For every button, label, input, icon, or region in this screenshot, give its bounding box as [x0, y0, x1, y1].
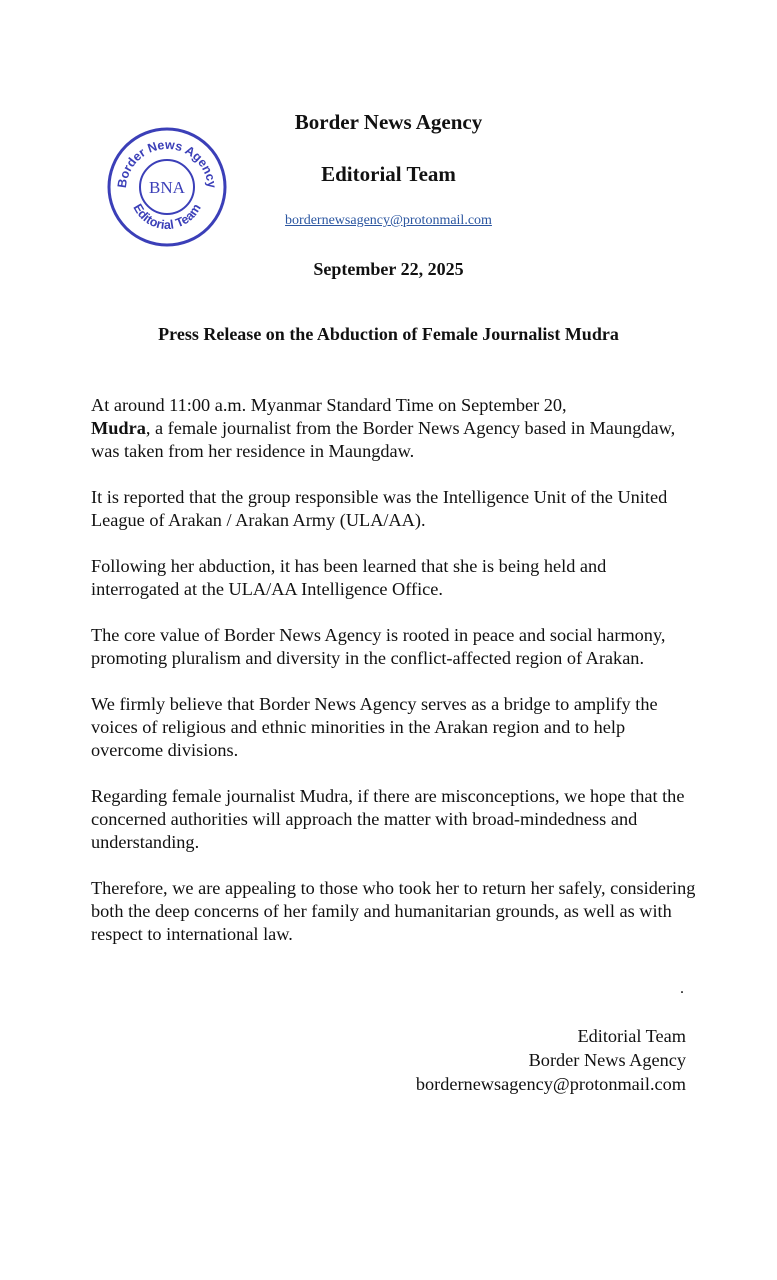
release-date: September 22, 2025 [313, 259, 464, 279]
signature-agency: Border News Agency [528, 1050, 686, 1070]
body-paragraph-3: Following her abduction, it has been learned that she is being held and interrogated at the ULA/AA Intelligence Office. [91, 556, 607, 599]
agency-name: Border News Agency [294, 110, 483, 134]
trailing-dot: . [680, 980, 684, 997]
team-name: Editorial Team [321, 162, 456, 186]
bna-stamp-logo [106, 126, 228, 248]
journalist-name: Mudra [91, 418, 146, 438]
body-paragraph-6: Regarding female journalist Mudra, if there are misconceptions, we hope that the concerned authorities will approach the matter with broad-mindedness and understanding. [91, 786, 685, 852]
body-paragraph-1 [91, 394, 696, 463]
stamp-bottom-text: Editorial Team [130, 201, 204, 233]
press-release-body [91, 394, 696, 969]
stamp-center-text: BNA [149, 178, 185, 197]
contact-email-link[interactable]: bordernewsagency@protonmail.com [285, 213, 492, 228]
signature-team: Editorial Team [577, 1026, 686, 1046]
p1-rest: , a female journalist from the Border News Agency based in Maungdaw, was taken from her residence in Maungdaw. [91, 418, 676, 461]
body-paragraph-5: We firmly believe that Border News Agency serves as a bridge to amplify the voices of religious and ethnic minorities in the Arakan region and to help overcome divisions. [91, 694, 658, 760]
body-paragraph-4: The core value of Border News Agency is rooted in peace and social harmony, promoting pluralism and diversity in the conflict-affected region of Arakan. [91, 625, 666, 668]
body-paragraph-7: Therefore, we are appealing to those who took her to return her safely, considering both the deep concerns of her family and humanitarian grounds, as well as with respect to international law. [91, 878, 696, 944]
press-release-title: Press Release on the Abduction of Female Journalist Mudra [158, 324, 619, 344]
body-paragraph-2: It is reported that the group responsible was the Intelligence Unit of the United League of Arakan / Arakan Army (ULA/AA). [91, 487, 668, 530]
signature-email: bordernewsagency@protonmail.com [415, 1074, 686, 1094]
p1-intro: At around 11:00 a.m. Myanmar Standard Time on September 20, [91, 395, 567, 415]
stamp-top-text: Border News Agency [114, 137, 220, 189]
stamp-graphic [106, 126, 228, 248]
signature-block [416, 1024, 686, 1096]
